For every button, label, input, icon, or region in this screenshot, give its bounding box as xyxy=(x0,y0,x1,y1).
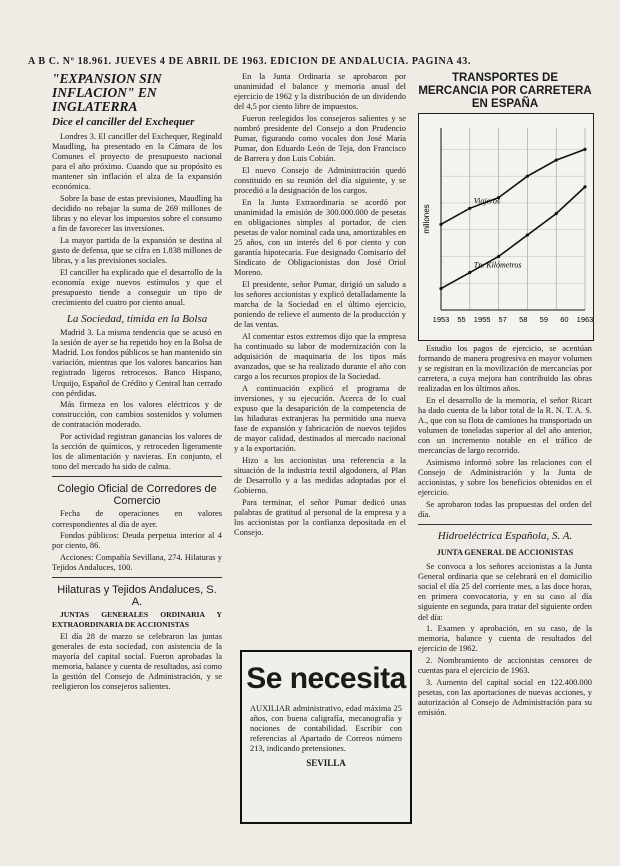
paragraph: 3. Aumento del capital social en 122.400.000 pesetas, con las aportaciones de nuevas acciones, y autorización al Consejo de Administración para su emisión. xyxy=(418,677,592,717)
section-heading: Colegio Oficial de Corredores de Comercio xyxy=(57,483,217,508)
column-3 xyxy=(418,72,592,720)
chart-title: TRANSPORTES DE MERCANCIA POR CARRETERA EN ESPAÑA xyxy=(418,72,592,110)
paragraph: En el desarrollo de la memoria, el señor Ricart ha dado cuenta de la labor total de la R. N. T. A. S. A., que con su flota de camiones ha transportado un volumen de toneladas superior al del año anterior, con un incremento notable en el tráfico de mercancías de largo recorrido. xyxy=(418,395,592,456)
paragraph: El día 28 de marzo se celebraron las juntas generales de esta sociedad, con asistencia de la mayoría del capital social. Fueron aprobadas la memoria, balance y cuenta de resultados, así como la gestión del Consejo de Administración, y se reeligieron los consejeros salientes. xyxy=(52,631,222,692)
paragraph: Estudio los pagos de ejercicio, se acentúan formando de manera progresiva en mayor volumen y se registran en la movilización de mercancías por carretera, a cuya mejora han contribuido las obras realizadas en los últimos años. xyxy=(418,344,592,394)
y-axis-label: millones xyxy=(422,204,431,234)
divider xyxy=(52,577,222,578)
data-point xyxy=(526,175,529,178)
data-point xyxy=(526,233,529,236)
data-point xyxy=(583,185,586,188)
paragraph: Londres 3. El canciller del Exchequer, Reginald Maudling, ha presentado en la Cámara de los Comunes el proyecto de presupuesto nacional para el año próximo. Cuando que su propósito es mantener sin inflación el alza de la expansión económica. xyxy=(52,132,222,192)
paragraph: Para terminar, el señor Pumar dedicó unas palabras de gratitud al personal de la empresa y a los accionistas por la confianza depositada en el Consejo. xyxy=(234,497,406,538)
paragraph: Asimismo informó sobre las relaciones con el Consejo de Administración y la Junta de accionistas, y sobre los beneficios obtenidos en el ejercicio. xyxy=(418,458,592,498)
data-point xyxy=(439,287,442,290)
divider xyxy=(52,476,222,477)
series-line xyxy=(441,187,585,289)
paragraph: Madrid 3. La misma tendencia que se acusó en la sesión de ayer se ha repetido hoy en la Bolsa de Madrid. Los fondos públicos se han mantenido sin variación, mientras que los valores bancarios han registrado ligeros retrocesos. Banco Hispano, Urquijo, Español de Crédito y Central han cerrado con pérdidas. xyxy=(52,328,222,398)
paragraph: El presidente, señor Pumar, dirigió un saludo a los señores accionistas y explicó detalladamente la marcha de la Sociedad en el último ejercicio, poniendo de relieve el aumento de la producción y de las ventas. xyxy=(234,279,406,330)
x-tick-label: 1955 xyxy=(473,315,491,324)
section-heading: Hilaturas y Tejidos Andaluces, S. A. xyxy=(57,583,217,608)
ad-body: AUXILIAR administrativo, edad máxima 25 años, con buena caligrafía, mecanografía y nociones de contabilidad. Escribir con referencias al Apartado de Correos número 213, indicando pretensiones. xyxy=(250,704,402,753)
x-tick-label: 60 xyxy=(560,315,569,324)
x-tick-label: 59 xyxy=(539,315,549,324)
x-tick-label: 1953 xyxy=(432,315,450,324)
paragraph: Al comentar estos extremos dijo que la empresa ha continuado su labor de modernización con la adquisición de maquinaria de los tipos más avanzados, que se ha realizado durante el año con cargo a los recursos propios de la Sociedad. xyxy=(234,331,406,382)
x-tick-label: 58 xyxy=(519,315,528,324)
paragraph: El canciller ha explicado que el desarrollo de la economía exige nuevos estímulos y que el presupuesto tiende a conseguir un tipo de crecimiento del cuatro por ciento anual. xyxy=(52,267,222,307)
masthead: A B C. Nº 18.961. JUEVES 4 DE ABRIL DE 1963. EDICION DE ANDALUCIA. PAGINA 43. xyxy=(28,56,471,67)
chart-svg xyxy=(419,114,593,340)
paragraph: En la Junta Ordinaria se aprobaron por unanimidad el balance y memoria anual del ejercicio de 1962 y la distribución de un dividendo del 4,5 por ciento libre de impuestos. xyxy=(234,72,406,112)
paragraph: A continuación explicó el programa de inversiones, y su ejecución. Acerca de lo cual expuso que la desaparición de la competencia de las hiladuras extranjeras ha permitido una nueva fase de expansión y fabricación de nuevos tejidos de mayor calidad, destinados al mercado nacional y a la exportación. xyxy=(234,383,406,454)
data-point xyxy=(439,223,442,226)
x-tick-label: 57 xyxy=(498,315,507,324)
paragraph: Se aprobaron todas las propuestas del orden del día. xyxy=(418,499,592,519)
paragraph: 1. Examen y aprobación, en su caso, de la memoria, balance y cuenta de resultados del ejercicio de 1962. xyxy=(418,624,592,654)
x-tick-label: 55 xyxy=(457,315,466,324)
column-2 xyxy=(234,72,406,540)
data-point xyxy=(555,159,558,162)
paragraph: Más firmeza en los valores eléctricos y de construcción, con cambios sostenidos y volumen de contratación moderado. xyxy=(52,400,222,430)
series-line xyxy=(441,149,585,224)
paragraph: En la Junta Extraordinaria se acordó por unanimidad la emisión de 300.000.000 de pesetas en obligaciones simples al portador, de cien pesetas de valor nominal cada una, amortizables en 25 años, con un interés del 6 por ciento y con garantía hipotecaria. Fue designado Comisario del Sindicato de Obligacionistas don José Oriol Moreno. xyxy=(234,197,406,278)
classified-ad xyxy=(240,650,412,824)
paragraph: La mayor partida de la expansión se destina al gasto de defensa, que se cifra en 1.838 millones de libras, y a las previsiones sociales. xyxy=(52,235,223,266)
ad-city: SEVILLA xyxy=(306,758,346,768)
divider xyxy=(418,524,592,525)
data-point xyxy=(583,148,586,151)
paragraph: Se convoca a los señores accionistas a la Junta General ordinaria que se celebrará en el domicilio social el día 25 del corriente mes, a las doce horas, en primera convocatoria, y en su caso al día siguiente en segunda, para tratar del siguiente orden del día: xyxy=(418,562,592,622)
paragraph: Fecha de operaciones en valores correspondientes al día de ayer. xyxy=(52,509,222,529)
article-subhead: Dice el canciller del Exchequer xyxy=(52,116,195,128)
data-point xyxy=(468,271,471,274)
section-heading: La Sociedad, tímida en la Bolsa xyxy=(66,313,208,326)
paragraph: Hizo a los accionistas una referencia a la situación de la industria textil algodonera, al Plan de Desarrollo y a las medidas adoptadas por el Gobierno. xyxy=(234,455,406,496)
paragraph: Fueron reelegidos los consejeros salientes y se nombró presidente del Consejo a don Prudencio Pumar, figurando como vocales don José María Pumar, don Eduardo León de Teja, don Francisco de Barrera y don Luis Cobián. xyxy=(234,113,406,164)
paragraph: El nuevo Consejo de Administración quedó constituido en su reunión del día siguiente, y se procedió a la designación de los cargos. xyxy=(234,165,406,196)
section-subheading: JUNTA GENERAL DE ACCIONISTAS xyxy=(436,548,574,558)
chart xyxy=(418,113,594,341)
article-headline: "EXPANSION SIN INFLACION" EN INGLATERRA xyxy=(52,71,162,114)
data-point xyxy=(497,255,500,258)
section-heading: Hidroeléctrica Española, S. A. xyxy=(437,530,573,543)
ad-title: Se necesita xyxy=(246,662,406,695)
paragraph: Fondos públicos: Deuda perpetua interior al 4 por ciento, 86. xyxy=(52,531,222,551)
column-1 xyxy=(52,72,222,694)
series-label: Viajeros xyxy=(473,196,501,206)
paragraph: 2. Nombramiento de accionistas censores de cuentas para el ejercicio de 1963. xyxy=(418,655,592,676)
series-label: Tn. Kilómetros xyxy=(473,260,522,270)
data-point xyxy=(468,207,471,210)
data-point xyxy=(555,212,558,215)
x-tick-label: 1963 xyxy=(576,315,593,324)
paragraph: Acciones: Compañía Sevillana, 274. Hilaturas y Tejidos Andaluces, 100. xyxy=(52,552,222,572)
paragraph: JUNTAS GENERALES ORDINARIA Y EXTRAORDINARIA DE ACCIONISTAS xyxy=(52,609,222,630)
paragraph: Por actividad registran ganancias los valores de la sección de químicos, y retroceden ligeramente los de alimentación y navieras. En conjunto, el tono del mercado ha sido de calma. xyxy=(52,432,222,472)
paragraph: Sobre la base de estas previsiones, Maudling ha decidido no rebajar la suma de 269 millones de libras y no elevar los impuestos sobre el consumo a fin de favorecer las inversiones. xyxy=(52,194,222,234)
